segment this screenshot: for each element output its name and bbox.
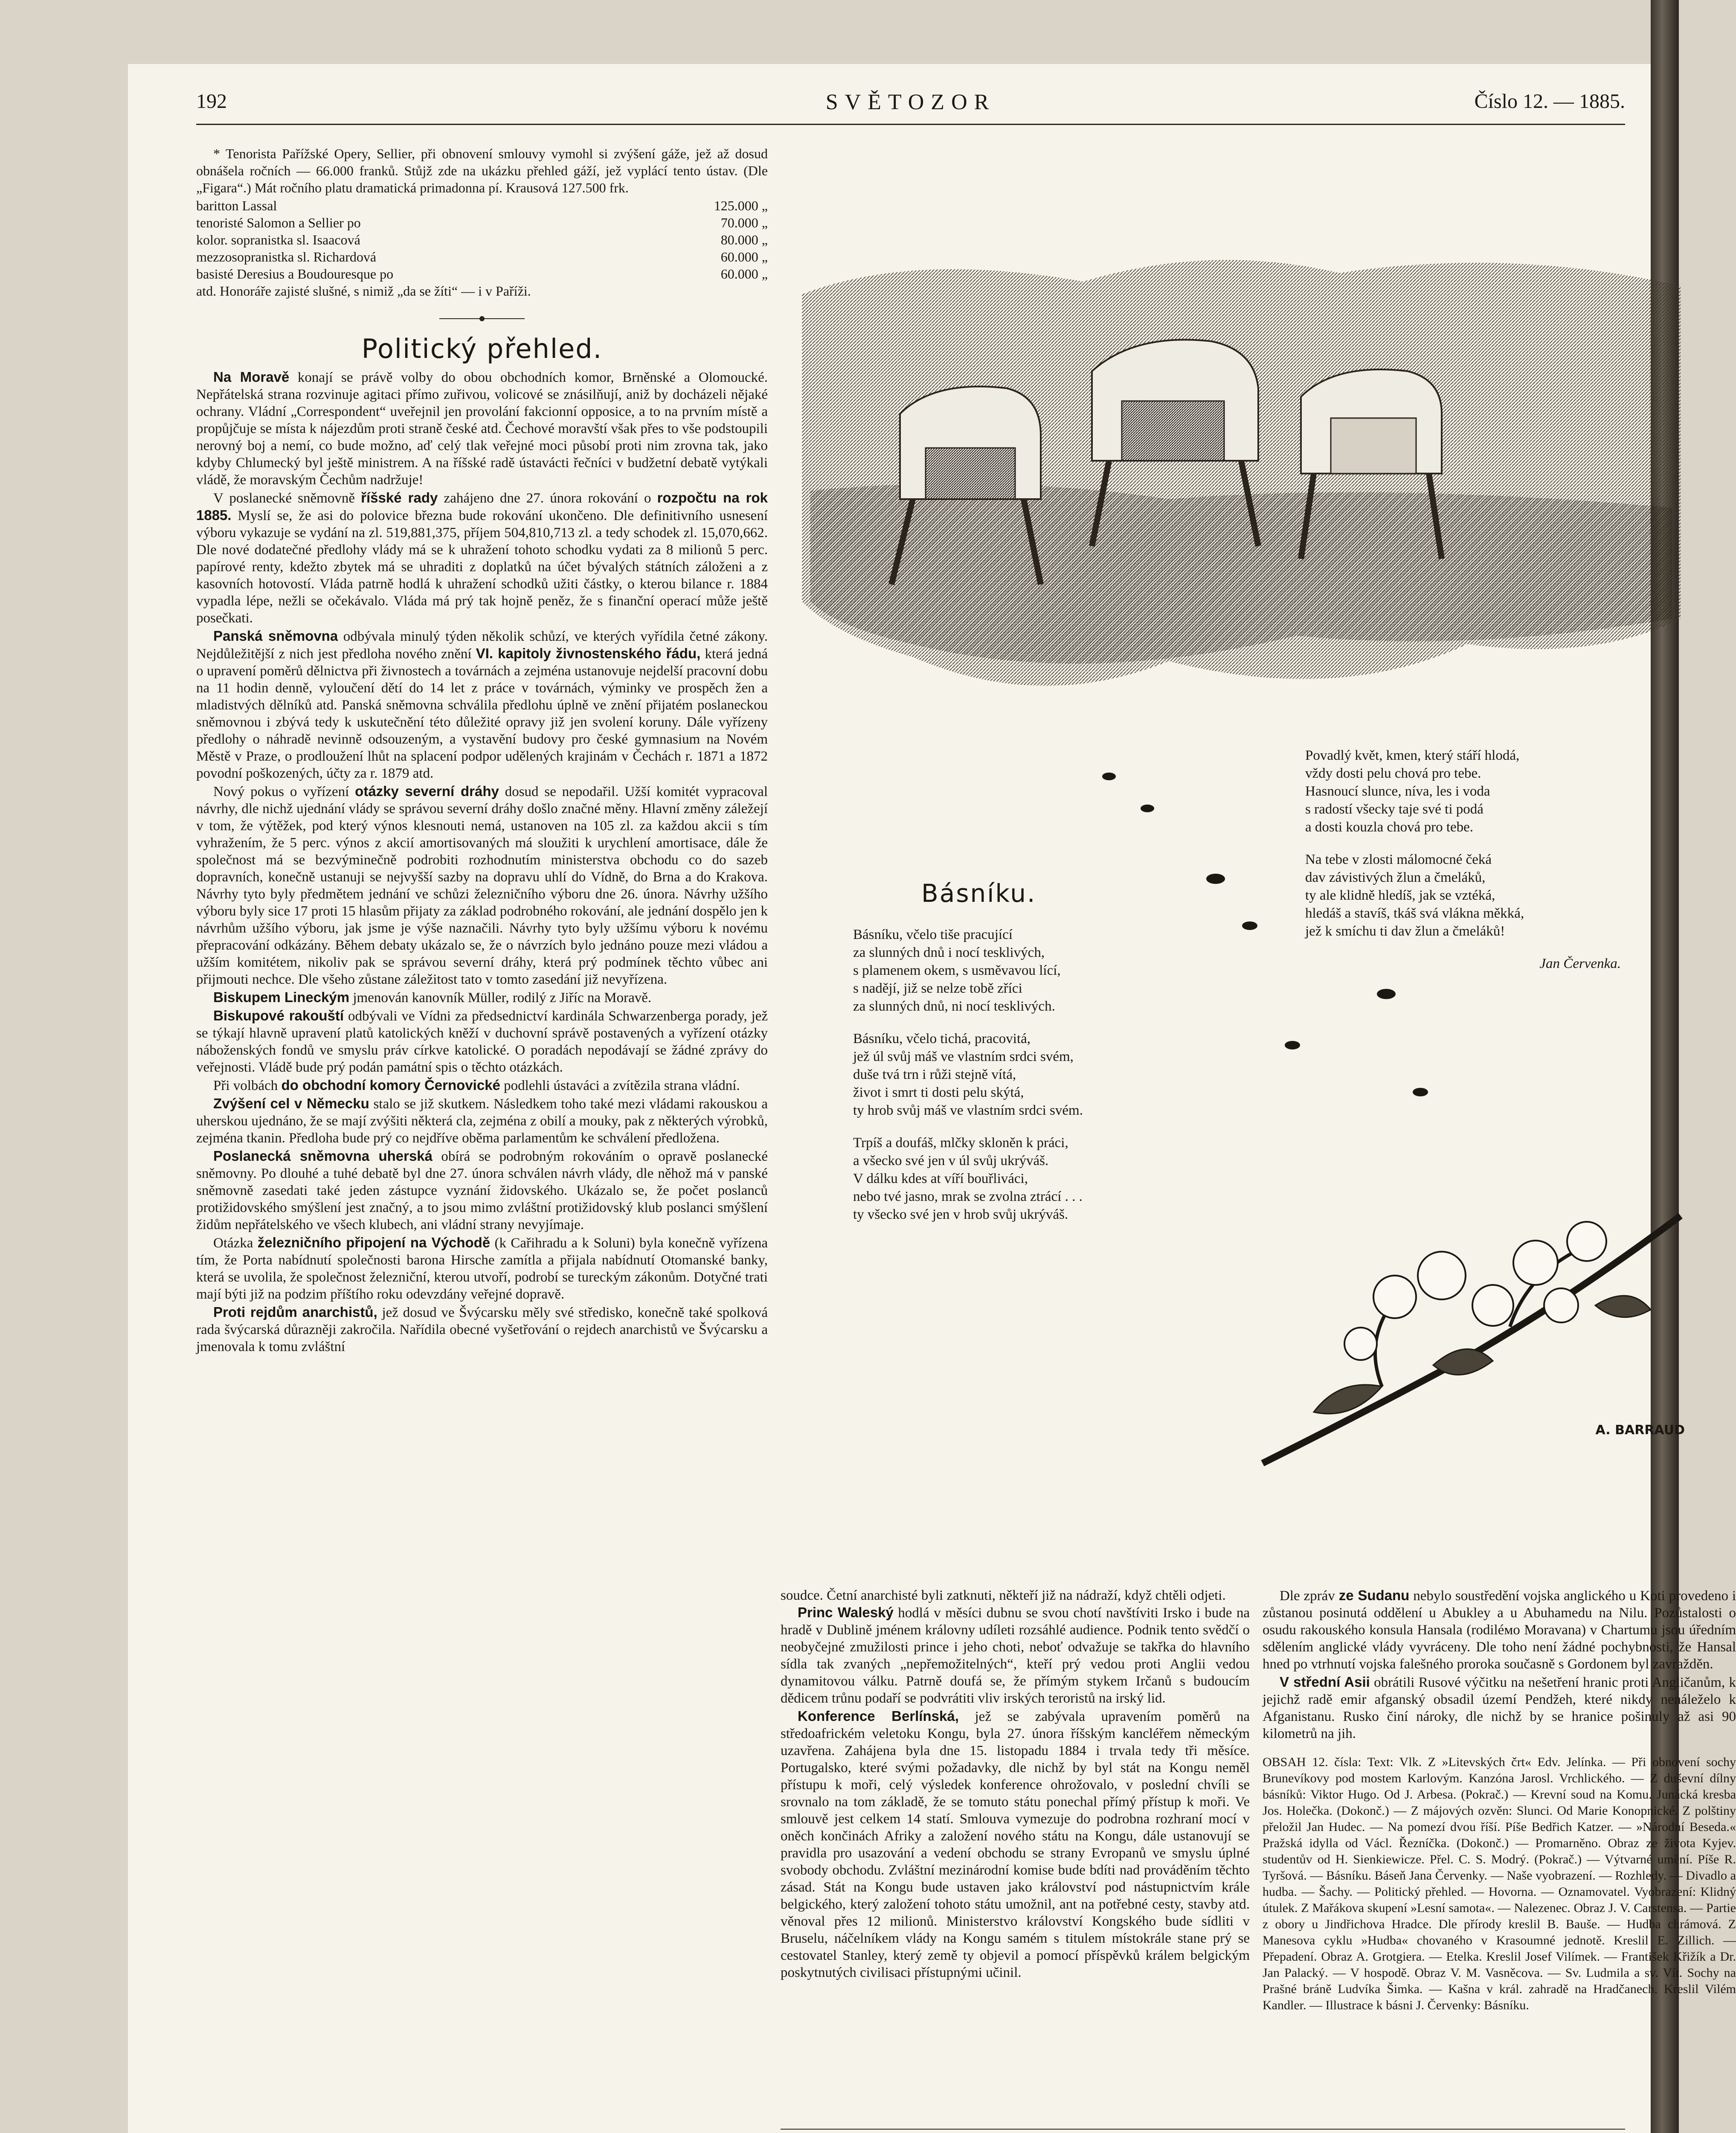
page-header [196,90,1625,124]
poem-stanza: Básníku, včelo tichá, pracovitá, jež úl svůj máš ve vlastním srdci svém, duše tvá trn i růži stejně vítá, život i smrt ti dosti pelu skýtá, ty hrob svůj máš ve vlastním srdci svém. [853,1031,1083,1118]
left-column: * Tenorista Pařížské Opery, Sellier, při obnovení smlouvy vymohl si zvýšení gáže, jež až dosud obnášela ročních — 66.000 franků. Stůjž zde na ukázku přehled gáží, jež vyplácí tento ústav. (Dle „Figara“.) Mát ročního platu dramatická primadonna pí. Krausová 127.500 frk. baritton Lassal 125.000 „ tenoristé Salomon a Sellier po 70.000 „ kolor. sopranistka sl. Isaacová 80.000 „ mezzosopranistka sl. Richardová 60.000 „ basisté Deresius a Boudouresque po 60.000 „ atd. Honoráře zajisté slušné, s nimiž „da se žíti“ — i v Paříži. Politický přehled. Na Moravě konají se právě volby do obou obchodních komor, Brněnské a Olomoucké. Nepřátelská strana rozvinuje agitaci přímo zuřivou, volicové se znásilňují, aniž by docházeli nějaké ochrany. Vládní „Correspondent“ uveřejnil jen provolání fakcionní opposice, a to na prvním místě a propůjčuje se místa k nájezdům proti straně české atd. Čechové moravští však přes to vše podstoupili nerovný boj a nemí, co bude možno, aď celý tlak veřejné moci působí proti nim zrovna tak, jako kdyby Chlumecký byl ještě ministrem. A na říšské radě ústavácti řečníci v budžetní debatě vytýkali vládě, že moravským Čechům nadržuje! V poslanecké sněmovně říšské rady zahájeno dne 27. února rokování o rozpočtu na rok 1885. Myslí se, že asi do polovice března bude rokování ukončeno. Dle definitivního usnesení výboru vykazuje se vydání na zl. 519,881,375, příjem 504,810,713 zl. a tedy schodek zl. 15,070,662. Dle nové dodatečné předlohy vlády má se k uhražení tohoto schodku vydati za 8 milionů 5 perc. papírové renty, kdežto zbytek má se uhraditi z doplatků na účet bývalých státních záloženi a z kasovních hotovostí. Vláda patrně hodlá k uhražení schodků užiti částky, o kterou bilance r. 1884 vypadla lépe, nežli se očekávalo. Vláda má prý tak hojně peněz, že s finanční operací může ještě posečkati. Panská sněmovna odbývala minulý týden několik schůzí, ve kterých vyřídila četné zákony. Nejdůležitější z nich jest předloha nového znění VI. kapitoly živnostenského řádu, která jedná o upravení poměrů dělnictva při živnostech a továrnách a zejména ustanovuje nejdelší pracovní dobu na 11 hodin denně, vyloučení dětí do 14 let z práce v továrnách, výminky ve prospěch žen a mladistvých dělníků atd. Panská sněmovna schválila předlohu úplně ve znění přijatém poslaneckou sněmovnou i zbývá tedy k uskutečnění této důležité opravy již jen svolení koruny. Dále vyřízeny předlohy o náhradě nevinně odsouzeným, a vystavění budovy pro české gymnasium na Novém Městě v Praze, o prodloužení lhůt na splacení podpor udělených krajinám v Čechách r. 1871 a 1872 povodní poškozených, účty za r. 1879 atd. Nový pokus o vyřízení otázky severní dráhy dosud se nepodařil. Užší komitét vypracoval návrhy, dle nichž ujednání vlády se správou severní dráhy došlo značné měny. Hlavní změny záležejí v tom, že výtěžek, pod který výnos klesnouti nemá, ustanoven na 105 zl. za každou akcii s tím vyhražením, že 5 perc. výnos z akcií amortisovaných má sloužiti k urychlení amortisace, dále že společnost má se bezvýminečně podrobiti rozhodnutím ministerstva obchodu co do sazeb dopravních, konečně ustanuji se nejvyšší sazby na dopravu uhlí do Vídně, do Brna a do Krakova. Návrhy tyto byly předmětem jednání ve schůzi železničního výboru dne 26. února. Návrhy užšího výboru byly sice 17 proti 15 hlasům přijaty za základ podrobného rokování, ale jednání dospělo jen k návrhům užšího výboru, jak jsme je výše naznačili. Návrhy tyto byly užšímu výboru k novému přepracování odkázány. Během debaty ukázalo se, že o návrzích bylo jednáno pouze mezi vládou a užším komitétem, nikoliv pak se správou severní dráhy, která prý podmínek těchto vůbec ani přijmouti nechce. Dle všeho zůstane záležitost tato v tomto zasedání již nevyřízena. Biskupem Lineckým jmenován kanovník Müller, rodilý z Jiříc na Moravě. Biskupové rakouští odbývali ve Vídni za předsednictví kardinála Schwarzenberga porady, jež se týkají hlavně upravení platů katolických kněží v duchovní správě postavených a vyřízení otázky náboženských fondů ve smyslu práv církve katolické. O poradách nepodávají se žádné zprávy do veřejnosti. Vládě bude prý podán památní spis o těchto otázkách. Při volbách do obchodní komory Černovické podlehli ústaváci a zvítězila strana vládní. Zvýšení cel v Německu stalo se již skutkem. Následkem toho také mezi vládami rakouskou a uherskou ujednáno, že se mají zvýšiti některá cla, zejména z obilí a mouky, pak z některých výrobků, zejména tkanin. Předloha bude prý co nejdříve oběma parlamentům ke schválení předložena. Poslanecká sněmovna uherská obírá se podrobným rokováním o opravě poslanecké sněmovny. Po dlouhé a tuhé debatě byl dne 27. února schválen návrh vlády, dle něhož má v panské sněmovně zasedati také jeden zástupce vyznání židovského. Ukázalo se, že počet poslanců protižidovského smýšlení jest značný, a to jsou mimo zvláštní protižidovský klub poslanci smýšlení židům nepřátelského ve všech klubech, ani vládní strany nevyjímaje. Otázka železničního připojení na Východě (k Cařihradu a k Soluni) byla konečně vyřízena tím, že Porta nabídnutí společnosti barona Hirsche zamítla a přijala nabídnutí Otomanské banky, která se uvolila, že společnost železniční, kterou utvoří, podrobí se tureckým zákonům. Dotyčné trati mají býti již na podzim příštího roku odevzdány veřejné dopravě. Proti rejdům anarchistů, jež dosud ve Švýcarsku měly své středisko, konečně také spolková rada švýcarská důrazněji zakročila. Nařídila obecné vyšetřování o rejdech anarchistů ve Švýcarsku a jmenovala k tomu zvláštní [196,146,768,1354]
poem-stanza: Povadlý květ, kmen, který stáří hlodá, vždy dosti pelu chová pro tebe. Hasnoucí slunce, níva, les i voda s radostí všecky taje své ti podá a dosti kouzla chová pro tebe. [1305,748,1520,835]
newspaper-page [128,64,1736,2133]
journal-title: SVĚTOZOR [825,90,996,114]
right-column: Dle zpráv ze Sudanu nebylo soustředění vojska anglického u Koti provedeno i zůstanou posinutá oddělení u Abukley a u Abuhamedu na Nilu. Pozůstalosti o osudu rakouského konsula Hansala (rodiléмо Moravana) v Chartumu jsou úředním sdělením anglické vlády vyvráceny. Dle toho není žádné pochybnosti, že Hansal hned po vtrhnutí vojska falešného proroka současně s Gordonem byl zavražděn. V střední Asii obrátili Rusové výčitku na nešetření hranic proti Angličanům, k jejichž radě emir afganský obsadil území Pendžeh, které nikdy nenáleželo k Afganistanu. Rusko činí nároky, dle nichž by se hranice pošinuly až asi 90 kilometrů na jih. OBSAH 12. čísla: Text: Vlk. Z »Litevských črt« Edv. Jelínka. — Při obnovení sochy Brunevíkovy pod mostem Karlovým. Kanzóna Jarosl. Vrchlického. — Z duševní dílny básníků: Viktor Hugo. Od J. Arbesa. (Pokrač.) — Krevní soud na Komu. Junácká kresba Jos. Holečka. (Dokonč.) — Z májových ozvěn: Slunci. Od Marie Konopnické. Z polštiny přeložil Jan Hudec. — Na pomezí dvou říší. Píše Bedřich Katzer. — »Národní Beseda.« Pražská idylla od Václ. Řezníčka. (Dokonč.) — Promarněno. Obraz ze života Kyjev. studentův od H. Sienkiewicze. Přel. C. S. Modrý. (Pokrač.) — Výtvarné umění. Píše R. Tyršová. — Básníku. Báseň Jana Červenky. — Naše vyobrazení. — Rozhledy. — Divadlo a hudba. — Šachy. — Politický přehled. — Hovorna. — Oznamovatel. Vyobrazení: Klidný útulek. Z Mařákova skupení »Lesní samota«. — Nalezenec. Obraz J. V. Carstensa. — Partie z obory u Jindřichova Hradce. Dle přírody kreslil B. Bauše. — Hudba chrámová. Z Manesova cyklu »Hudba« chovaného v Krasoumné jednotě. Kreslil E. Zillich. — Přepadení. Obraz A. Grotgiera. — Etelka. Kreslil Josef Vilímek. — František Křižík a Dr. Jan Palacký. — V hospodě. Obraz V. M. Vasněcova. — Sv. Ludmila a sv. Vít. Sochy na Prašné bráně Ludvíka Šimka. — Kašna v král. zahradě na Hradčanech. Kreslil Vilém Kandler. — Illustrace k básni J. Červenky: Básníku. [1263,1587,1736,2014]
issue-number: Číslo 12. — 1885. [1474,90,1625,113]
opera-note [196,145,768,299]
poem-stanza: Na tebe v zlosti málomocné čeká dav závistivých žlun a čmeláků, ty ale klidně hledíš, jak se vztéká, hledáš a stavíš, tkáš svá vlákna měkká, jež k smíchu ti dav žlun a čmeláků! [1305,852,1524,939]
poem-author: Jan Červenka. [1539,956,1621,971]
opera-fee-row: baritton Lassal 125.000 „ [196,198,768,213]
opera-note-text: * Tenorista Pařížské Opery, Sellier, při obnovení smlouvy vymohl si zvýšení gáže, jež až dosud obnášela ročních — 66.000 franků. Stůjž zde na ukázku přehled gáží, jež vyplácí tento ústav. (Dle „Figara“.) Mát ročního platu dramatická primadonna pí. Krausová [196,146,768,195]
table-of-contents: OBSAH 12. čísla: Text: Vlk. Z »Litevských črt« Edv. Jelínka. — Při obnovení sochy Brunevíkovy pod mostem Karlovým. Kanzóna Jarosl. Vrchlického. — Z duševní dílny básníků: Viktor Hugo. Od J. Arbesa. (Pokrač.) — Krevní soud na Komu. Junácká kresba Jos. Holečka. (Dokonč.) — Z májových ozvěn: Slunci. Od Marie Konopnické. Z polštiny přeložil Jan Hudec. — Na pomezí dvou říší. Píše Bedřich Katzer. — »Národní Beseda.« Pražská idylla od Václ. Řezníčka. (Dokonč.) — Promarněno. Obraz ze života Kyjev. studentův od H. Sienkiewicze. Přel. C. S. Modrý. (Pokrač.) — Výtvarné umění. Píše R. Tyršová. — Básníku. Báseň Jana Červenky. — Naše vyobrazení. — Rozhledy. — Divadlo a hudba. — Šachy. — Politický přehled. — Hovorna. — Oznamovatel. Vyobrazení: Klidný útulek. Z Mařákova skupení »Lesní samota«. — Nalezenec. Obraz J. V. Carstensa. — Partie z obory u Jindřichova Hradce. Dle přírody kreslil B. Bauše. — Hudba chrámová. Z Manesova cyklu »Hudba« chovaného v Krasoumné jednotě. Kreslil E. Zillich. — Přepadení. Obraz A. Grotgiera. — Etelka. Kreslil Josef Vilímek. — František Křižík a Dr. Jan Palacký. — V hospodě. Obraz V. M. Vasněcova. — Sv. Ludmila a sv. Vít. Sochy na Prašné bráně Ludvíka Šimka. — Kašna v král. zahradě na Hradčanech. Kreslil Vilém Kandler. — Illustrace k básni J. Červenky: Básníku. [1263,1755,1736,2012]
opera-fee-row: kolor. sopranistka sl. Isaacová 80.000 „ [196,232,768,247]
beehive-illustration [785,235,1693,747]
opera-fee-row: mezzosopranistka sl. Richardová 60.000 „ [196,249,768,264]
page-number: 192 [196,90,227,113]
middle-column: soudce. Četní anarchisté byli zatknuti, někteří již na nádraží, když chtěli odjeti. Princ Waleský hodlá v měsíci dubnu se svou chotí navštíviti Irsko i bude na hradě v Dublině jménem královny udíleti rozsáhlé audiencе. Podnik tento svědčí o neobyčejné zmužilosti prince i jeho choti, neboť odvažuje se takřka do hlavního sídla tak zvaných „nepřemožitelných“, kteří prý vedou proti Anglii vedou dynamitovou válku. Patrně doufá se, že přímým stykem Irčanů s budoucím dědicem trůnu podaří se podvrátiti vliv irských teroristů na irský lid. Konference Berlínská, jež se zabývala upravením poměrů na středoafrickém veletoku Kongu, byla 27. února říšským kancléřem německým uzavřena. Zahájena byla dne 15. listopadu 1884 i trvala tedy tři měsíce. Portugalsko, které svými požadavky, dle nichž by byl stát na Kongu neměl přístupu k moři, celý výsledek konference ohrožovalo, v poslední chvíli se srovnalo na tom základě, že se tomuto státu ponechal přímý přístup k moři. Ve smlouvě jest celkem 14 statí. Smlouva vymezuje do podrobna rozhraní mocí v oněch končinách Afriky a založení nového státu na Kongu, dále ustanovují se pravidla pro usazování a vedení obchodu se strany Evropanů ve smyslu úplné svobody obchodu. Zvláštní mezinárodní komise bude bdíti nad prováděním těchto zásad. Stát na Kongu bude ustaven jako království pod nástupnictvím krále belgického, který založení tohoto státu umožnil, ant na potřebné cesty, stavby atd. věnoval přes 12 milionů. Ministerstvo království Kongského bude sídliti v Bruselu, náčelníkem vlády na Kongu samém s titulem místokrále stane prý se cestovatel Stanley, který země ty objevil a pomocí příspěvků králem belgickým poskytnutých civilisaci přístupnými učinil. [781,1588,1250,1980]
poem-title: Básníku. [921,879,1036,908]
blossom-illustration [1254,1165,1702,1472]
opera-fee-row: tenoristé Salomon a Sellier po 70.000 „ [196,215,768,230]
opera-fee-list [196,197,768,282]
poem-stanza: Trpíš a doufáš, mlčky skloněn k práci, a všecko své jen v úl svůj ukrýváš. V dálku kdes at víří bouřliváci, nebo tvé jasno, mrak se zvolna ztrácí . . . ty všecko své jen v hrob svůj ukrýváš. [853,1135,1083,1222]
section-heading-politics: Politický přehled. [361,333,603,364]
opera-note-closing: atd. Honoráře zajisté slušné, s nimiž „da se žíti“ — i v Paříži. [196,283,531,299]
poem-stanza: Básníku, včelo tiše pracující za slunných dnů i nocí tesklivých, s plamenem okem, s usměvavou lící, s nadějí, již se nelze tobě zříci za slunných dnů, ni nocí tesklivých. [853,927,1061,1014]
illustrator-signature: A. BARRAUD [1595,1423,1685,1438]
opera-fee-row: basisté Deresius a Boudouresque po 60.000 „ [196,266,768,282]
opera-first-amount: 127.500 frk. [561,180,629,195]
ornament-divider [196,310,768,327]
footer-rule-top [781,2129,1625,2130]
flying-bees [1045,764,1472,1148]
header-rule [196,124,1625,125]
